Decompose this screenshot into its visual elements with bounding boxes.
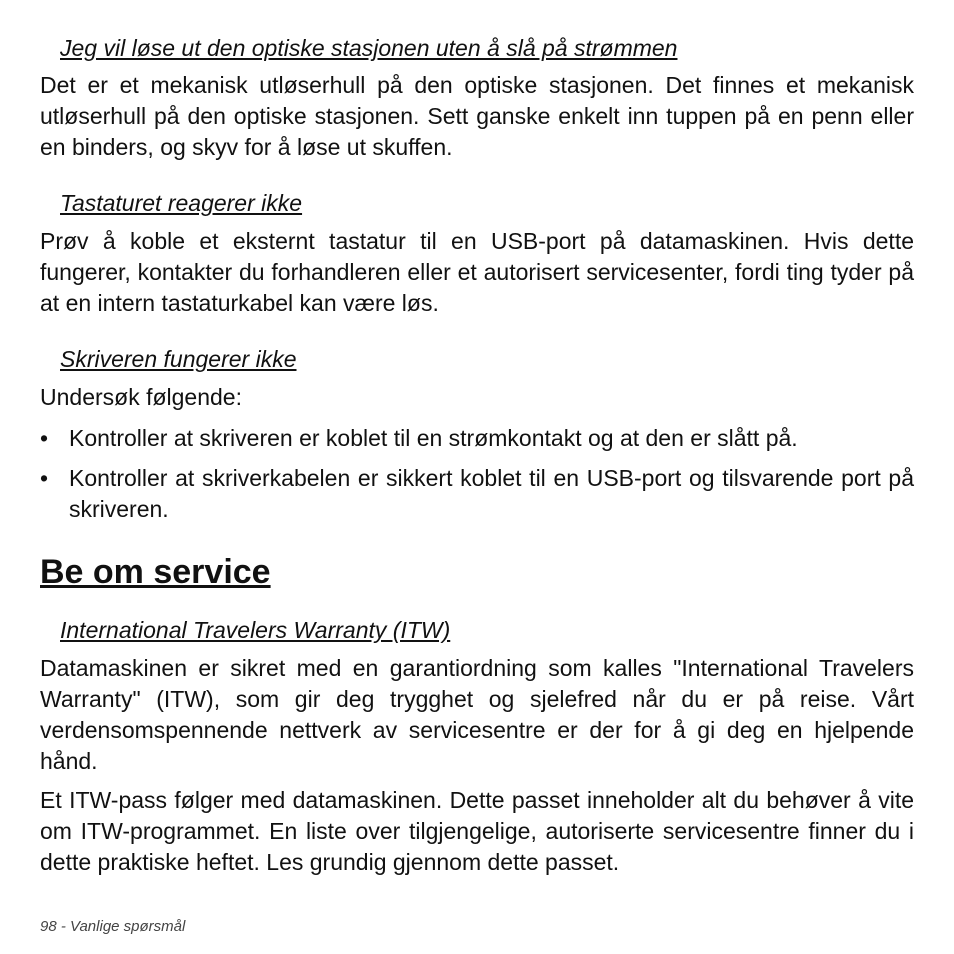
section-body-keyboard: Prøv å koble et eksternt tastatur til en USB-port på datamaskinen. Hvis dette fungerer, kontakter du forhandleren eller et autorisert servicesenter, fordi ting tyder på at en intern tastaturkabel kan være løs. bbox=[40, 228, 914, 316]
bullet-icon: • bbox=[40, 465, 49, 491]
list-item-text: Kontroller at skriveren er koblet til en strømkontakt og at den er slått på. bbox=[69, 425, 798, 451]
itw-paragraph-2: Et ITW-pass følger med datamaskinen. Dette passet inneholder alt du behøver å vite om ITW-programmet. En liste over tilgjengelige, autoriserte servicesentre finner du i dette praktiske heftet. Les grundig gjennom dette passet. bbox=[40, 787, 914, 875]
printer-intro: Undersøk følgende: bbox=[40, 384, 242, 410]
list-item-text: Kontroller at skriverkabelen er sikkert koblet til en USB-port og tilsvarende port på skriveren. bbox=[69, 465, 914, 522]
page-footer: 98 - Vanlige spørsmål bbox=[40, 918, 186, 935]
bullet-icon: • bbox=[40, 425, 49, 451]
section-heading-keyboard: Tastaturet reagerer ikke bbox=[60, 190, 303, 216]
section-heading-printer: Skriveren fungerer ikke bbox=[60, 346, 297, 372]
section-heading-optical-drive: Jeg vil løse ut den optiske stasjonen uten å slå på strømmen bbox=[60, 35, 678, 61]
main-heading: Be om service bbox=[40, 553, 271, 591]
itw-paragraph-1: Datamaskinen er sikret med en garantiordning som kalles "International Travelers Warranty" (ITW), som gir deg trygghet og sjelefred når du er på reise. Vårt verdensomspennende nettverk av servicesentre er der for å gi deg en hjelpende hånd. bbox=[40, 655, 914, 774]
section-body-optical-drive: Det er et mekanisk utløserhull på den optiske stasjonen. Det finnes et mekanisk utløserhull på den optiske stasjonen. Sett ganske enkelt inn tuppen på en penn eller en binders, og skyv for å løse ut skuffen. bbox=[40, 72, 914, 160]
list-item bbox=[40, 423, 914, 454]
printer-checklist bbox=[40, 423, 914, 525]
list-item bbox=[40, 463, 914, 525]
section-heading-itw: International Travelers Warranty (ITW) bbox=[60, 617, 451, 643]
